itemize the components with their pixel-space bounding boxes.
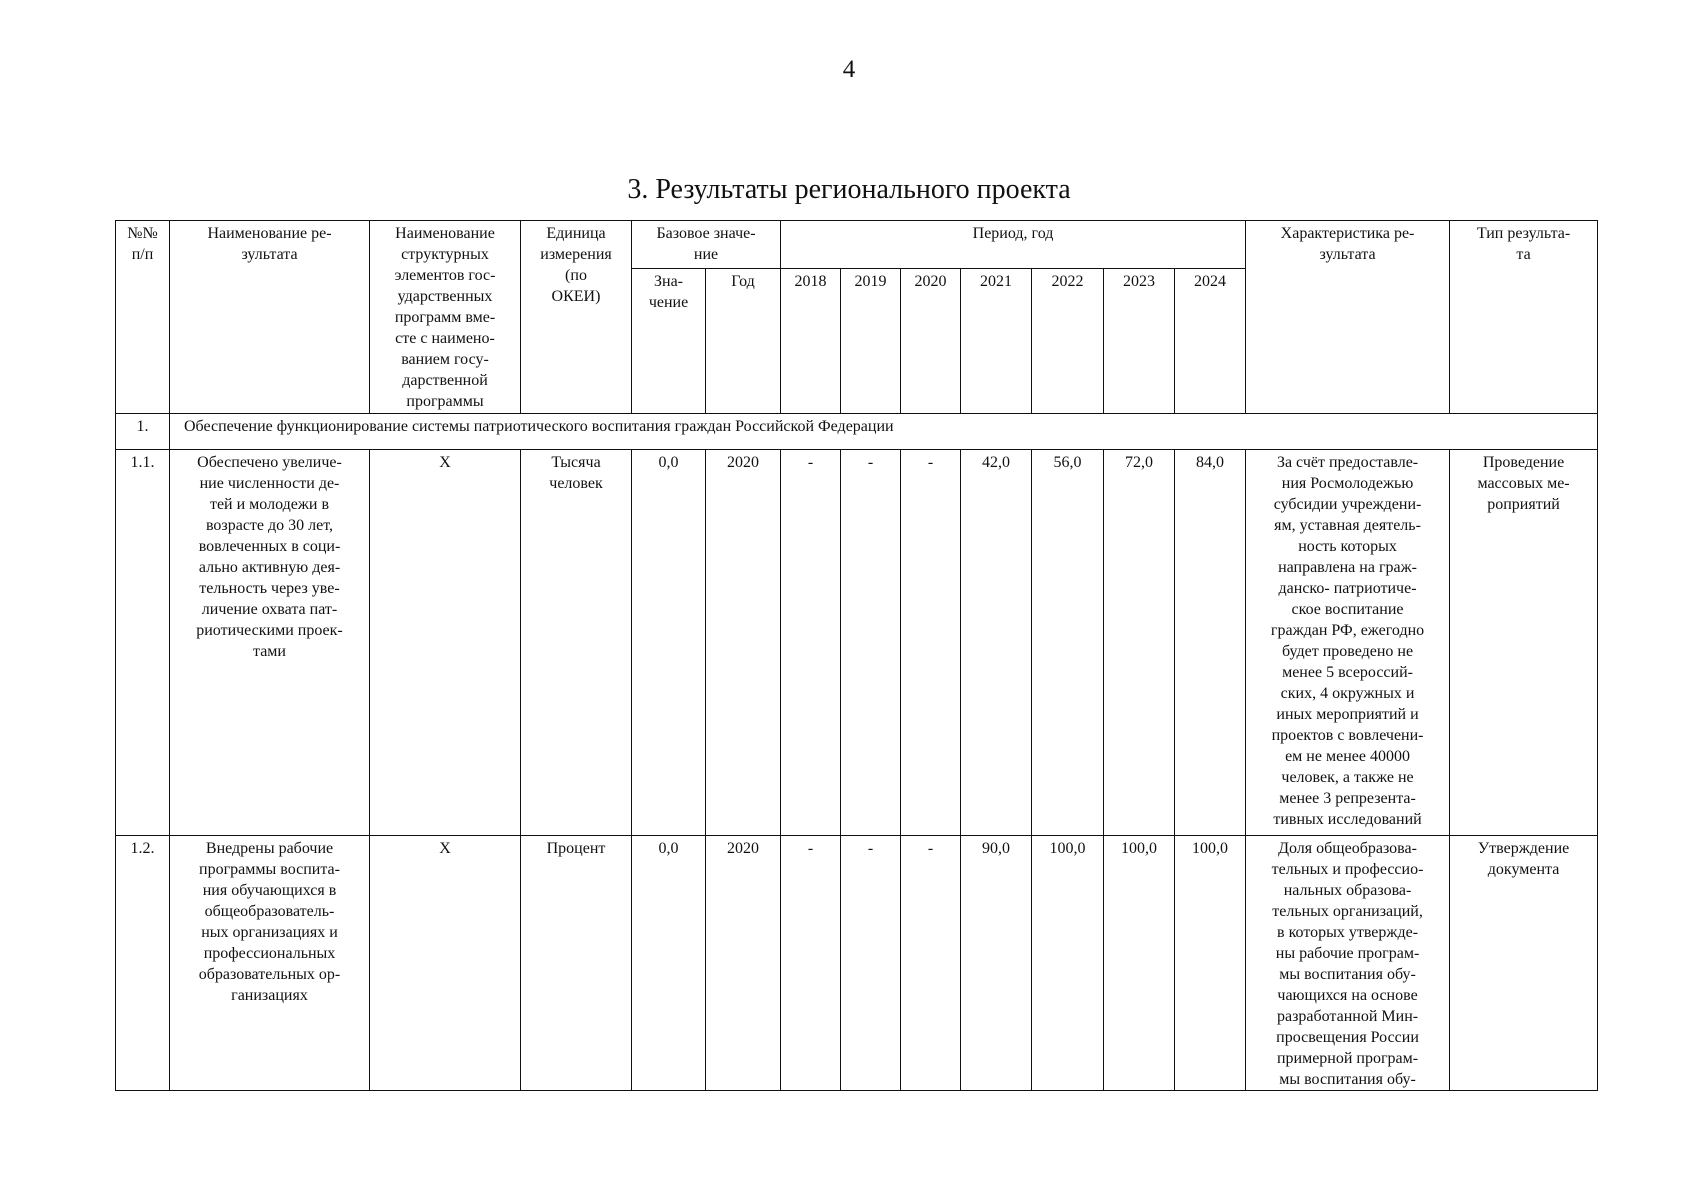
- text-line: роприятий: [1487, 496, 1560, 513]
- section-row: [116, 414, 1598, 450]
- text-line: просвещения России: [1276, 1029, 1419, 1046]
- row-num: 1.1.: [116, 450, 170, 836]
- header-line: Наименование: [395, 225, 495, 242]
- result-name: [170, 450, 370, 836]
- header-line: программ вме-: [394, 309, 496, 326]
- text-line: Тысяча: [551, 454, 601, 471]
- col-base-header: [632, 221, 781, 269]
- text-line: ния Росмолодежью: [1281, 475, 1414, 492]
- text-line: будет проведено не: [1281, 643, 1414, 660]
- row-num: 1.2.: [116, 836, 170, 1091]
- section-num: 1.: [116, 414, 170, 450]
- text-line: человек, а также не: [1281, 769, 1414, 786]
- col-year-2024: 2024: [1175, 269, 1246, 414]
- header-line: программы: [406, 393, 484, 410]
- col-period-header: Период, год: [781, 221, 1246, 269]
- value-2022: 56,0: [1032, 450, 1104, 836]
- characteristic-cell: [1246, 450, 1450, 836]
- base-year-cell: 2020: [706, 836, 781, 1091]
- text-line: Проведение: [1482, 454, 1565, 471]
- text-line: вовлеченных в соци-: [198, 538, 341, 555]
- header-line: ние: [693, 246, 719, 263]
- structural-cell: X: [370, 450, 521, 836]
- text-line: менее 5 всероссий-: [1282, 664, 1413, 681]
- text-line: ны рабочие програм-: [1275, 945, 1420, 962]
- text-line: менее 3 репрезента-: [1279, 790, 1416, 807]
- header-line: Тип результа-: [1476, 225, 1571, 242]
- text-line: ния обучающихся в: [202, 882, 337, 899]
- text-line: разработанной Мин-: [1276, 1008, 1419, 1025]
- text-line: ние численности де-: [199, 475, 340, 492]
- header-line: чение: [648, 294, 689, 311]
- text-line: тивных исследований: [1273, 811, 1422, 828]
- value-2022: 100,0: [1032, 836, 1104, 1091]
- value-2021: 42,0: [961, 450, 1032, 836]
- col-base-value-header: [632, 269, 706, 414]
- header-line: ванием госу-: [401, 351, 489, 368]
- text-line: тельных и профессио-: [1271, 861, 1424, 878]
- header-line: Характеристика ре-: [1280, 225, 1415, 242]
- document-title: 3. Результаты регионального проекта: [627, 174, 1071, 205]
- text-line: тельность через уве-: [199, 580, 340, 597]
- text-line: профессиональных: [203, 945, 336, 962]
- results-table: [115, 220, 1598, 1091]
- value-2020: -: [901, 836, 961, 1091]
- col-unit-header: [521, 221, 632, 414]
- text-line: ность которых: [1298, 538, 1397, 555]
- table-row: [116, 836, 1598, 1091]
- text-line: За счёт предоставле-: [1276, 454, 1419, 471]
- value-2019: -: [841, 836, 901, 1091]
- header-line: №№: [127, 225, 158, 242]
- text-line: документа: [1487, 861, 1560, 878]
- value-2021: 90,0: [961, 836, 1032, 1091]
- unit-cell: [521, 450, 632, 836]
- base-year-cell: 2020: [706, 450, 781, 836]
- header-line: зультата: [241, 246, 298, 263]
- value-2018: -: [781, 450, 841, 836]
- table-row: [116, 450, 1598, 836]
- text-line: Внедрены рабочие: [205, 840, 334, 857]
- text-line: тами: [253, 643, 286, 660]
- text-line: проектов с вовлечени-: [1271, 727, 1424, 744]
- header-line: элементов гос-: [394, 267, 496, 284]
- value-2024: 84,0: [1175, 450, 1246, 836]
- text-line: направлена на граж-: [1278, 559, 1417, 576]
- text-line: иных мероприятий и: [1276, 706, 1419, 723]
- text-line: общеобразователь-: [204, 903, 335, 920]
- header-line: Единица: [546, 225, 606, 242]
- structural-cell: X: [370, 836, 521, 1091]
- value-2023: 72,0: [1104, 450, 1175, 836]
- header-line: Зна-: [653, 273, 683, 290]
- header-line: Наименование ре-: [207, 225, 332, 242]
- text-line: личение охвата пат-: [201, 601, 338, 618]
- text-line: ское воспитание: [1291, 601, 1404, 618]
- col-year-2020: 2020: [901, 269, 961, 414]
- col-year-2022: 2022: [1032, 269, 1104, 414]
- text-line: человек: [549, 475, 603, 492]
- text-line: программы воспита-: [199, 861, 340, 878]
- text-line: ем не менее 40000: [1285, 748, 1410, 765]
- col-base-year-header: Год: [706, 269, 781, 414]
- col-structural-header: [370, 221, 521, 414]
- text-line: мы воспитания обу-: [1279, 966, 1416, 983]
- header-line: Базовое значе-: [656, 225, 756, 242]
- header-row-1: [116, 221, 1598, 269]
- text-line: субсидии учреждени-: [1273, 496, 1422, 513]
- header-line: дарственной: [402, 372, 488, 389]
- col-year-2018: 2018: [781, 269, 841, 414]
- text-line: риотическими проек-: [196, 622, 343, 639]
- type-cell: [1450, 836, 1598, 1091]
- characteristic-cell: [1246, 836, 1450, 1091]
- text-line: данско- патриотиче-: [1278, 580, 1417, 597]
- text-line: Обеспечено увеличе-: [197, 454, 342, 471]
- header-line: измерения: [540, 246, 612, 263]
- value-2020: -: [901, 450, 961, 836]
- text-line: ганизациях: [231, 987, 308, 1004]
- text-line: тей и молодежи в: [209, 496, 330, 513]
- header-line: та: [1516, 246, 1531, 263]
- value-2018: -: [781, 836, 841, 1091]
- text-line: чающихся на основе: [1277, 987, 1418, 1004]
- text-line: ных организациях и: [201, 924, 338, 941]
- section-title: Обеспечение функционирование системы патриотического воспитания граждан Российской Федерации: [170, 414, 1598, 450]
- text-line: Процент: [546, 840, 606, 857]
- text-line: в которых утвержде-: [1277, 924, 1419, 941]
- header-line: ОКЕИ): [551, 288, 601, 305]
- text-line: возрасте до 30 лет,: [205, 517, 334, 534]
- header-line: ударственных: [397, 288, 493, 305]
- base-value-cell: 0,0: [632, 450, 706, 836]
- text-line: ально активную дея-: [198, 559, 341, 576]
- header-line: структурных: [401, 246, 489, 263]
- text-line: ям, уставная деятель-: [1274, 517, 1421, 534]
- base-value-cell: 0,0: [632, 836, 706, 1091]
- type-cell: [1450, 450, 1598, 836]
- col-characteristic-header: [1246, 221, 1450, 414]
- header-line: п/п: [131, 246, 154, 263]
- value-2023: 100,0: [1104, 836, 1175, 1091]
- header-line: (по: [565, 267, 587, 284]
- unit-cell: [521, 836, 632, 1091]
- text-line: Утверждение: [1477, 840, 1570, 857]
- page-number: 4: [842, 56, 856, 83]
- text-line: тельных организаций,: [1272, 903, 1423, 920]
- text-line: граждан РФ, ежегодно: [1270, 622, 1425, 639]
- text-line: нальных образова-: [1283, 882, 1412, 899]
- col-year-2023: 2023: [1104, 269, 1175, 414]
- header-line: сте с наимено-: [395, 330, 495, 347]
- text-line: ских, 4 окружных и: [1280, 685, 1415, 702]
- text-line: образовательных ор-: [198, 966, 341, 983]
- result-name: [170, 836, 370, 1091]
- value-2024: 100,0: [1175, 836, 1246, 1091]
- col-year-2019: 2019: [841, 269, 901, 414]
- col-year-2021: 2021: [961, 269, 1032, 414]
- text-line: массовых ме-: [1477, 475, 1570, 492]
- text-line: мы воспитания обу-: [1279, 1071, 1416, 1088]
- col-type-header: [1450, 221, 1598, 414]
- text-line: примерной програм-: [1276, 1050, 1419, 1067]
- value-2019: -: [841, 450, 901, 836]
- text-line: Доля общеобразова-: [1278, 840, 1417, 857]
- col-num-header: [116, 221, 170, 414]
- col-result-name-header: [170, 221, 370, 414]
- header-line: зультата: [1319, 246, 1376, 263]
